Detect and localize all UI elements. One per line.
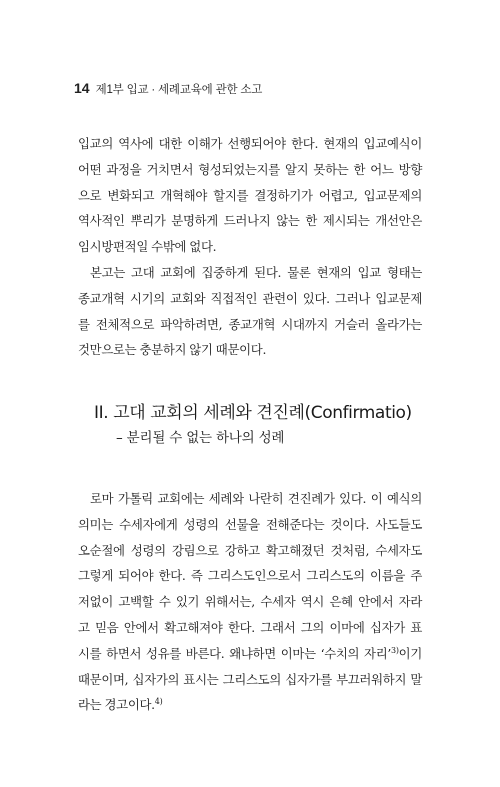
text-line xyxy=(78,692,422,718)
text-line: 어떤 과정을 거치면서 형성되었는지를 알지 못하는 한 어느 방향 xyxy=(78,161,422,177)
text-line: 그렇게 되어야 한다. 즉 그리스도인으로서 그리스도의 이름을 주 xyxy=(78,568,422,584)
line-segment: 라는 경고이다. xyxy=(78,697,155,713)
paragraph-3 xyxy=(78,486,422,718)
text-line: 입교의 역사에 대한 이해가 선행되어야 한다. 현재의 입교예식이 xyxy=(78,136,422,151)
running-head xyxy=(74,80,262,97)
text-line: 때문이며, 십자가의 표시는 그리스도의 십자가를 부끄러워하지 말 xyxy=(78,671,422,687)
paragraph-1 xyxy=(78,131,422,260)
footnote-marker[interactable]: 3) xyxy=(391,645,399,655)
text-line: 를 전체적으로 파악하려면, 종교개혁 시대까지 거슬러 올라가는 xyxy=(78,316,422,332)
line-segment: 이기 xyxy=(398,645,422,661)
text-line: 로마 가톨릭 교회에는 세례와 나란히 견진례가 있다. 이 예식의 xyxy=(90,491,422,506)
text-line: 오순절에 성령의 강림으로 강하고 확고해졌던 것처럼, 수세자도 xyxy=(78,542,422,558)
line-segment: 시를 하면서 성유를 바른다. 왜냐하면 이마는 ‘수치의 자리’ xyxy=(78,645,392,661)
page-number: 14 xyxy=(74,80,90,96)
paragraph-2 xyxy=(78,260,422,363)
text-line: 것만으로는 충분하지 않기 때문이다. xyxy=(78,342,267,358)
text-line: 역사적인 뿌리가 분명하게 드러나지 않는 한 제시되는 개선안은 xyxy=(78,213,422,229)
text-line: 종교개혁 시기의 교회와 직접적인 관련이 있다. 그러나 입교문제 xyxy=(78,290,422,306)
text-line: 의미는 수세자에게 성령의 선물을 전해준다는 것이다. 사도들도 xyxy=(78,516,422,532)
text-line xyxy=(78,641,422,667)
text-line: 고 믿음 안에서 확고해져야 한다. 그래서 그의 이마에 십자가 표 xyxy=(78,619,422,635)
text-line: 임시방편적일 수밖에 없다. xyxy=(78,239,217,255)
footnote-marker[interactable]: 4) xyxy=(154,697,163,707)
section-subheading: – 분리될 수 없는 하나의 성례 xyxy=(116,430,285,446)
running-title: 제1부 입교 · 세례교육에 관한 소고 xyxy=(95,84,263,96)
text-line: 으로 변화되고 개혁해야 할지를 결정하기가 어렵고, 입교문제의 xyxy=(78,187,422,203)
section-heading: II. 고대 교회의 세례와 견진례(Confirmatio) xyxy=(94,403,412,423)
text-line: 본고는 고대 교회에 집중하게 된다. 물론 현재의 입교 형태는 xyxy=(90,265,422,280)
text-line: 저없이 고백할 수 있기 위해서는, 수세자 역시 은혜 안에서 자라 xyxy=(78,594,422,610)
